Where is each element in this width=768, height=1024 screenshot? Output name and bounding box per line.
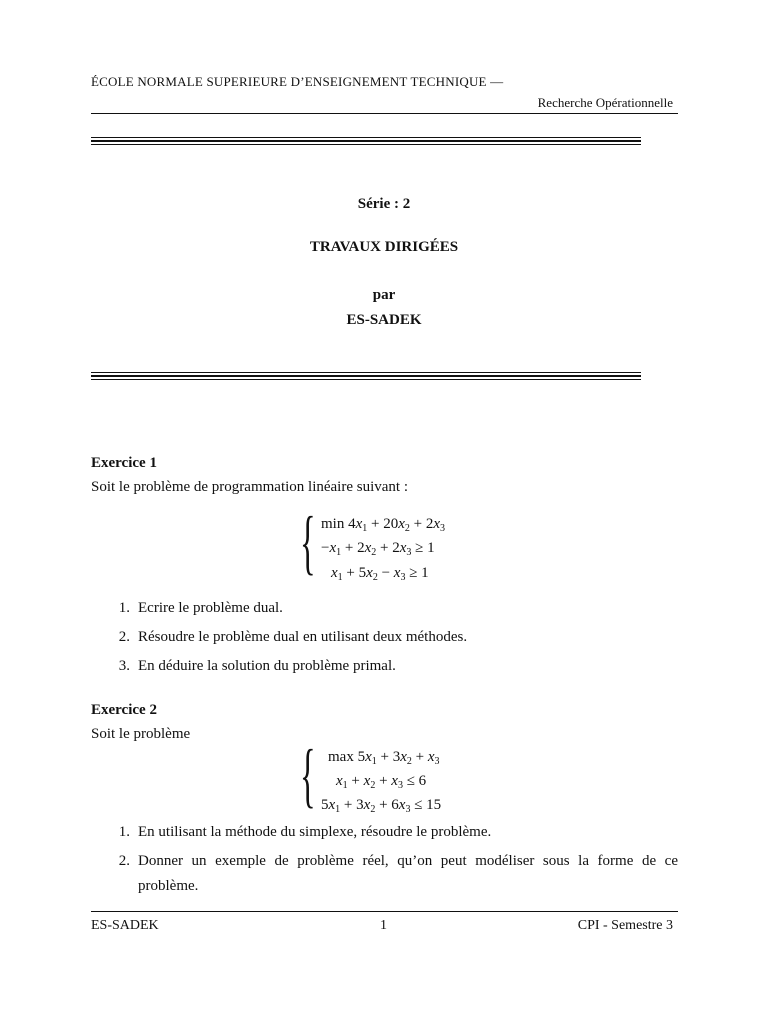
footer-course: CPI - Semestre 3	[577, 918, 673, 933]
exercise1-constraint-2: $x_1 + 5x_2 - x_3 \ge 1$	[331, 565, 429, 583]
header-rule	[91, 113, 678, 114]
exercise2-intro: Soit le problème	[91, 726, 191, 742]
question-text: Donner un exemple de problème réel, qu’on peut modéliser sous la forme de ce	[138, 853, 678, 869]
exercise2-question-1	[106, 824, 491, 841]
exercise2-question-2-continued: problème.	[138, 878, 199, 894]
by-label: par	[372, 287, 396, 303]
exercise1-constraint-1: $-x_1 + 2x_2 + 2x_3 \ge 1$	[321, 540, 435, 558]
question-number: 2.	[118, 853, 130, 869]
bottom-triple-rule	[91, 372, 641, 382]
question-text: Résoudre le problème dual en utilisant deux méthodes.	[138, 629, 468, 645]
document-title: TRAVAUX DIRIGÉES	[309, 239, 459, 255]
author-name: ES-SADEK	[346, 312, 422, 328]
exercise1-objective: $\min 4x_1 + 20x_2 + 2x_3$	[321, 516, 446, 534]
exercise2-title: Exercice 2	[91, 702, 157, 718]
exercise2-constraint-2: $5x_1 + 3x_2 + 6x_3 \le 15$	[321, 797, 442, 815]
top-triple-rule	[91, 137, 641, 147]
question-text: En utilisant la méthode du simplexe, résoudre le problème.	[138, 824, 492, 840]
series-label: Série : 2	[357, 196, 411, 212]
question-number: 3.	[118, 658, 130, 674]
left-brace: {	[300, 735, 316, 815]
header-institution: ÉCOLE NORMALE SUPERIEURE D’ENSEIGNEMENT TECHNIQUE —	[91, 74, 504, 89]
question-number: 2.	[118, 629, 130, 645]
exercise1-intro: Soit le problème de programmation linéaire suivant :	[91, 479, 408, 495]
exercise2-question-2	[106, 853, 678, 870]
page-number: 1	[380, 918, 387, 933]
exercise1-question-1	[106, 600, 283, 617]
footer-rule	[91, 911, 678, 912]
exercise1-question-2	[106, 629, 467, 646]
question-text: Ecrire le problème dual.	[138, 600, 283, 616]
exercise2-constraint-1: $x_1 + x_2 + x_3 \le 6$	[336, 773, 427, 791]
left-brace: {	[300, 502, 316, 582]
exercise2-objective: $\max 5x_1 + 3x_2 + x_3$	[328, 749, 440, 767]
header-course: Recherche Opérationnelle	[537, 95, 673, 110]
question-number: 1.	[118, 600, 130, 616]
exercise1-question-3	[106, 658, 396, 675]
question-text: En déduire la solution du problème primal.	[138, 658, 396, 674]
footer-author: ES-SADEK	[91, 918, 159, 933]
exercise1-title: Exercice 1	[91, 455, 157, 471]
question-number: 1.	[118, 824, 130, 840]
